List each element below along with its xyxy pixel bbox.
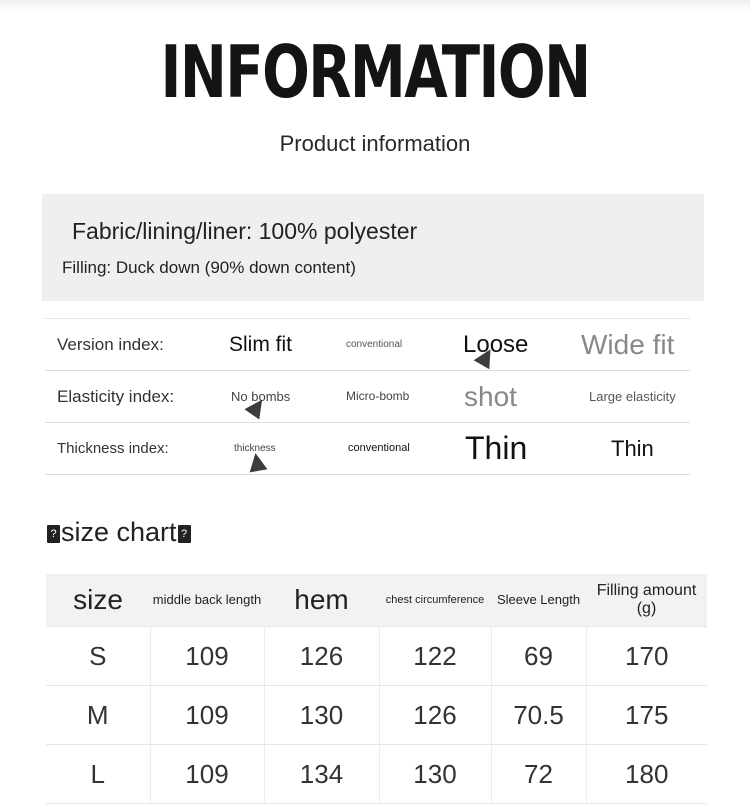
- col-header-size: size: [46, 574, 150, 627]
- col-header-sleeve-length: Sleeve Length: [491, 574, 586, 627]
- table-cell: 126: [264, 627, 379, 686]
- table-cell: 109: [150, 745, 264, 804]
- table-cell: 72: [491, 745, 586, 804]
- thickness-index-row: [45, 423, 690, 475]
- table-cell: L: [46, 745, 150, 804]
- elasticity-index-label: Elasticity index:: [57, 387, 175, 406]
- col-header-chest-circumference: chest circumference: [379, 574, 491, 627]
- version-option-conventional: conventional: [346, 339, 403, 350]
- thickness-option-thickness: thickness: [234, 443, 276, 454]
- table-cell: 134: [264, 745, 379, 804]
- table-cell: 175: [586, 686, 707, 745]
- triangle-pointer-icon: [247, 452, 268, 473]
- table-cell: 130: [379, 745, 491, 804]
- version-option-slim-fit: Slim fit: [229, 333, 292, 356]
- index-table: [45, 318, 690, 475]
- thickness-option-thin-2: Thin: [611, 436, 654, 461]
- col-header-middle-back-length: middle back length: [150, 574, 264, 627]
- filling-composition: Filling: Duck down (90% down content): [62, 258, 356, 277]
- elasticity-option-large-elasticity: Large elasticity: [589, 389, 676, 404]
- table-cell: 122: [379, 627, 491, 686]
- table-cell: 70.5: [491, 686, 586, 745]
- version-index-row: [45, 318, 690, 371]
- thickness-option-conventional: conventional: [348, 442, 410, 454]
- version-index-label: Version index:: [57, 335, 164, 354]
- table-row: [46, 745, 707, 804]
- version-option-wide-fit: Wide fit: [581, 329, 675, 360]
- elasticity-option-micro-bomb: Micro-bomb: [346, 389, 410, 403]
- elasticity-option-no-bombs: No bombs: [231, 389, 291, 404]
- table-cell: 130: [264, 686, 379, 745]
- table-cell: 170: [586, 627, 707, 686]
- bracket-right-glyph: ?: [178, 525, 191, 543]
- size-table-header-row: [46, 574, 707, 627]
- table-cell: 69: [491, 627, 586, 686]
- page-subtitle: Product information: [279, 131, 471, 156]
- table-cell: 126: [379, 686, 491, 745]
- size-chart-table: [46, 574, 707, 804]
- bracket-left-glyph: ?: [47, 525, 60, 543]
- fabric-info-box: [42, 194, 704, 301]
- elasticity-option-shot: shot: [464, 381, 517, 412]
- thickness-index-label: Thickness index:: [57, 440, 169, 457]
- table-cell: 109: [150, 686, 264, 745]
- version-option-loose: Loose: [463, 331, 529, 358]
- thickness-option-thin: Thin: [465, 430, 528, 466]
- elasticity-index-row: [45, 371, 690, 423]
- table-cell: 109: [150, 627, 264, 686]
- table-cell: S: [46, 627, 150, 686]
- table-row: [46, 686, 707, 745]
- fabric-composition: Fabric/lining/liner: 100% polyester: [72, 218, 418, 244]
- table-row: [46, 627, 707, 686]
- table-cell: 180: [586, 745, 707, 804]
- col-header-hem: hem: [264, 574, 379, 627]
- top-band: [0, 0, 750, 12]
- size-chart-heading: [46, 512, 192, 552]
- size-chart-heading-text: size chart: [61, 517, 177, 547]
- col-header-filling-amount: Filling amount (g): [586, 574, 707, 627]
- page-title: INFORMATION: [160, 30, 590, 114]
- table-cell: M: [46, 686, 150, 745]
